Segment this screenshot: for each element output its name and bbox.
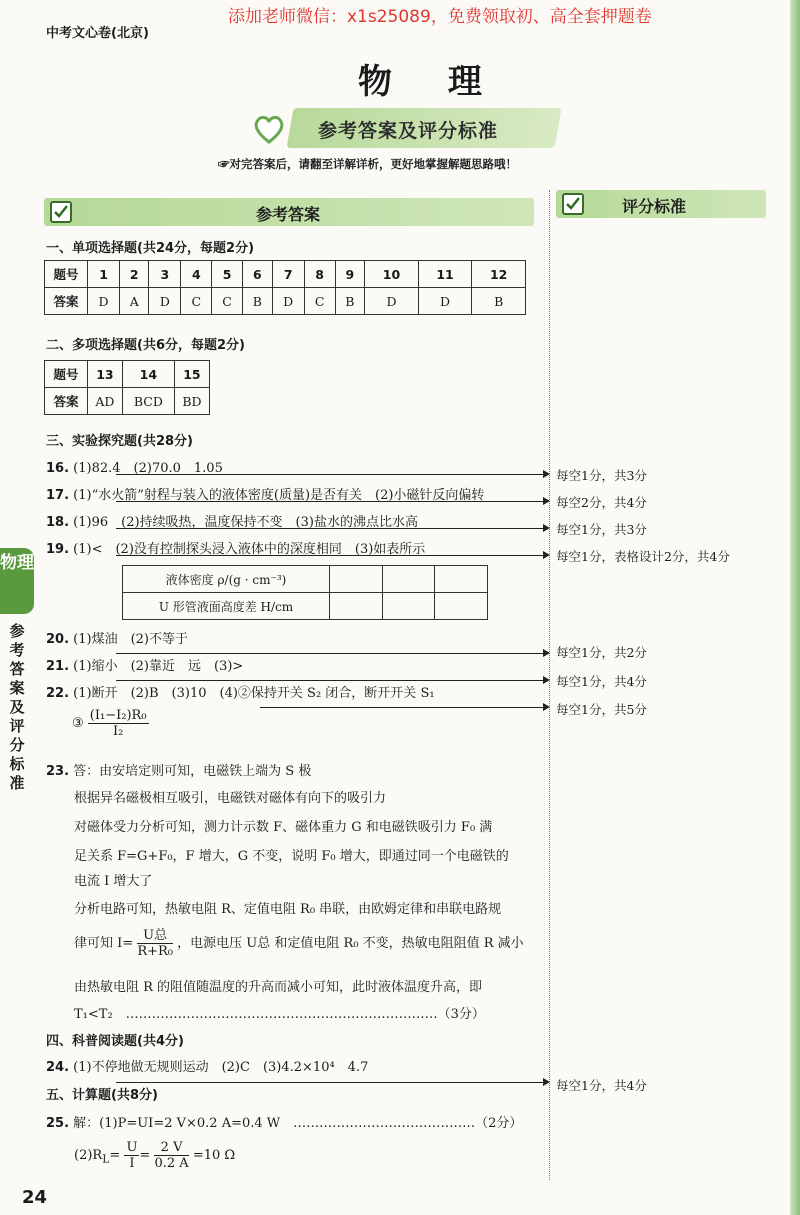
table-cell: 1 <box>88 261 120 288</box>
subscript: L <box>102 1152 110 1166</box>
part2-heading: 二、多项选择题(共6分，每题2分) <box>46 338 245 353</box>
answer-text: =10 Ω <box>192 1148 236 1163</box>
table-cell <box>330 593 383 620</box>
side-char: 标 <box>9 755 25 773</box>
part4-heading: 四、科普阅读题(共4分) <box>46 1034 184 1049</box>
side-char: 参 <box>9 622 25 640</box>
answer-text: = <box>109 1148 121 1163</box>
table-cell: 9 <box>335 261 365 288</box>
fraction-denominator: R+R₀ <box>137 944 173 959</box>
fraction <box>137 928 173 959</box>
table-cell: 3 <box>149 261 181 288</box>
side-char: 案 <box>9 679 25 697</box>
side-char: 准 <box>9 774 25 792</box>
score-q17: 每空2分，共4分 <box>556 495 647 510</box>
table-cell: D <box>365 288 419 315</box>
circled-number: ③ <box>72 716 84 731</box>
table-cell: D <box>149 288 181 315</box>
part1-heading: 一、单项选择题(共24分，每题2分) <box>46 241 255 256</box>
part2-answer-table <box>44 360 210 415</box>
answer-text: 答：由安培定则可知，电磁铁上端为 S 极 <box>73 764 312 779</box>
table-cell: 2 <box>120 261 149 288</box>
part1-answer-table <box>44 260 526 315</box>
table-cell: 液体密度 ρ/(g · cm⁻³) <box>123 566 330 593</box>
column-divider <box>549 190 550 1180</box>
question-number: 20. <box>46 632 70 647</box>
answer-text: (2)R <box>74 1148 103 1163</box>
table-cell: C <box>181 288 212 315</box>
checkbox-icon <box>50 201 72 223</box>
score-q19: 每空1分，表格设计2分，共4分 <box>556 549 730 564</box>
question-23-line-3: 对磁体受力分析可知，测力计示数 F、磁体重力 G 和电磁铁吸引力 F₀ 满 <box>74 820 493 835</box>
score-q21: 每空1分，共4分 <box>556 674 647 689</box>
fraction-denominator: 0.2 A <box>154 1156 189 1171</box>
table-cell: A <box>120 288 149 315</box>
part5-heading: 五、计算题(共8分) <box>46 1088 158 1103</box>
score-arrow <box>116 474 548 475</box>
answer-text: 律可知 I= <box>74 936 134 951</box>
table-cell: 4 <box>181 261 212 288</box>
question-23-line-7 <box>74 928 524 959</box>
answer-text: (1)96 (2)持续吸热，温度保持不变 (3)盐水的沸点比水高 <box>73 515 418 530</box>
scoring-title: 评分标准 <box>622 197 687 216</box>
table-cell: B <box>335 288 365 315</box>
score-q24: 每空1分，共4分 <box>556 1078 647 1093</box>
question-24 <box>46 1056 368 1075</box>
question-23-line-5: 电流 I 增大了 <box>74 874 153 889</box>
table-cell: 6 <box>242 261 272 288</box>
question-23-end: T₁<T₂ ………………………………………………………………（3分） <box>74 1007 485 1022</box>
subject-side-tab <box>0 548 34 614</box>
row-label: 题号 <box>45 361 88 388</box>
table-cell: D <box>272 288 304 315</box>
row-label: 答案 <box>45 288 88 315</box>
fraction <box>124 1140 139 1171</box>
answer-text: (1)“水火箭”射程与装入的液体密度(质量)是否有关 (2)小磁针反向偏转 <box>73 488 485 503</box>
fraction-numerator: U <box>126 1140 138 1155</box>
question-23-line-2: 根据异名磁极相互吸引，电磁铁对磁体有向下的吸引力 <box>74 791 387 806</box>
table-cell: B <box>242 288 272 315</box>
question-21 <box>46 655 243 674</box>
checkbox-icon <box>562 193 584 215</box>
fraction-numerator: 2 V <box>154 1140 188 1156</box>
table-cell: 5 <box>212 261 243 288</box>
question-number: 19. <box>46 542 70 557</box>
answer-text: (1)缩小 (2)靠近 远 (3)> <box>73 659 244 674</box>
table-cell: AD <box>88 388 123 415</box>
table-cell: 15 <box>174 361 209 388</box>
question-number: 22. <box>46 686 70 701</box>
table-cell: 12 <box>472 261 526 288</box>
score-arrow <box>116 680 548 681</box>
side-vertical-label <box>8 622 26 793</box>
page-title: 物 理 <box>358 62 504 102</box>
score-arrow <box>116 555 548 556</box>
answer-text: (1)煤油 (2)不等于 <box>73 632 189 647</box>
table-cell: D <box>418 288 472 315</box>
question-number: 24. <box>46 1060 70 1075</box>
table-cell: B <box>472 288 526 315</box>
answer-text: (1)82.4 (2)70.0 1.05 <box>73 461 223 476</box>
question-20 <box>46 628 188 647</box>
score-arrow <box>116 1082 548 1083</box>
question-number: 16. <box>46 461 70 476</box>
fraction <box>154 1140 188 1171</box>
side-tab-label: 物理 <box>0 553 34 573</box>
table-cell: BCD <box>122 388 174 415</box>
row-label: 答案 <box>45 388 88 415</box>
answers-title: 参考答案 <box>256 205 321 224</box>
table-cell: 8 <box>304 261 335 288</box>
answer-text: (1)不停地做无规则运动 (2)C (3)4.2×10⁴ 4.7 <box>73 1060 369 1075</box>
question-23-line-8: 由热敏电阻 R 的阻值随温度的升高而减小可知，此时液体温度升高，即 <box>74 980 483 995</box>
question-number: 21. <box>46 659 70 674</box>
page-edge-stripe <box>790 0 800 1215</box>
question-number: 18. <box>46 515 70 530</box>
exam-series-label: 中考文心卷(北京) <box>46 26 149 41</box>
answer-text: = <box>139 1148 151 1163</box>
score-q22: 每空1分，共5分 <box>556 702 647 717</box>
side-char: 分 <box>9 736 25 754</box>
score-arrow <box>116 501 548 502</box>
score-q18: 每空1分，共3分 <box>556 522 647 537</box>
question-22 <box>46 682 435 701</box>
row-label: 题号 <box>45 261 88 288</box>
question-23-line-6: 分析电路可知，热敏电阻 R、定值电阻 R₀ 串联，由欧姆定律和串联电路规 <box>74 902 502 917</box>
fraction-numerator: U总 <box>137 928 173 944</box>
table-cell: U 形管液面高度差 H/cm <box>123 593 330 620</box>
score-q16: 每空1分，共3分 <box>556 468 647 483</box>
side-char: 答 <box>9 660 25 678</box>
table-cell: 11 <box>418 261 472 288</box>
q19-design-table <box>122 565 488 620</box>
question-23-line-1 <box>46 760 311 779</box>
table-cell <box>435 593 488 620</box>
banner-title: 参考答案及评分标准 <box>318 120 499 142</box>
score-arrow <box>260 707 548 708</box>
question-25-line-2 <box>74 1140 235 1171</box>
watermark-text: 添加老师微信：x1s25089，免费领取初、高全套押题卷 <box>228 7 652 27</box>
side-char: 考 <box>9 641 25 659</box>
answer-text: (1)断开 (2)B (3)10 (4)②保持开关 S₂ 闭合，断开开关 S₁ <box>73 686 435 701</box>
answer-text: 解：(1)P=UI=2 V×0.2 A=0.4 W ……………………………………（2分） <box>73 1116 523 1131</box>
answer-text: ，电源电压 U总 和定值电阻 R₀ 不变，热敏电阻阻值 R 减小 <box>177 936 524 951</box>
table-cell: 13 <box>88 361 123 388</box>
score-q20: 每空1分，共2分 <box>556 645 647 660</box>
table-cell: BD <box>174 388 209 415</box>
table-cell: 7 <box>272 261 304 288</box>
reading-tip: ☞对完答案后，请翻至详解详析，更好地掌握解题思路哦！ <box>218 157 517 171</box>
fraction-denominator: I <box>129 1156 135 1171</box>
table-cell <box>330 566 383 593</box>
table-cell: C <box>304 288 335 315</box>
question-number: 17. <box>46 488 70 503</box>
table-cell: 10 <box>365 261 419 288</box>
page-number: 24 <box>22 1187 48 1208</box>
heart-icon <box>252 112 286 146</box>
question-23-line-4: 足关系 F=G+F₀，F 增大，G 不变，说明 F₀ 增大，即通过同一个电磁铁的 <box>74 849 509 864</box>
score-arrow <box>116 653 548 654</box>
table-cell: C <box>212 288 243 315</box>
table-cell <box>435 566 488 593</box>
question-25-line-1 <box>46 1112 522 1131</box>
side-char: 评 <box>9 717 25 735</box>
part3-heading: 三、实验探究题(共28分) <box>46 434 193 449</box>
fraction <box>88 708 149 739</box>
fraction-numerator: (I₁−I₂)R₀ <box>89 708 147 723</box>
fraction-denominator: I₂ <box>112 724 124 739</box>
question-number: 25. <box>46 1116 70 1131</box>
table-cell <box>382 593 435 620</box>
table-cell: 14 <box>122 361 174 388</box>
question-22-part3 <box>72 708 149 739</box>
table-cell: D <box>88 288 120 315</box>
answer-text: (1)< (2)没有控制探头浸入液体中的深度相同 (3)如表所示 <box>73 542 426 557</box>
side-char: 及 <box>9 698 25 716</box>
score-arrow <box>116 528 548 529</box>
question-number: 23. <box>46 764 70 779</box>
table-cell <box>382 566 435 593</box>
